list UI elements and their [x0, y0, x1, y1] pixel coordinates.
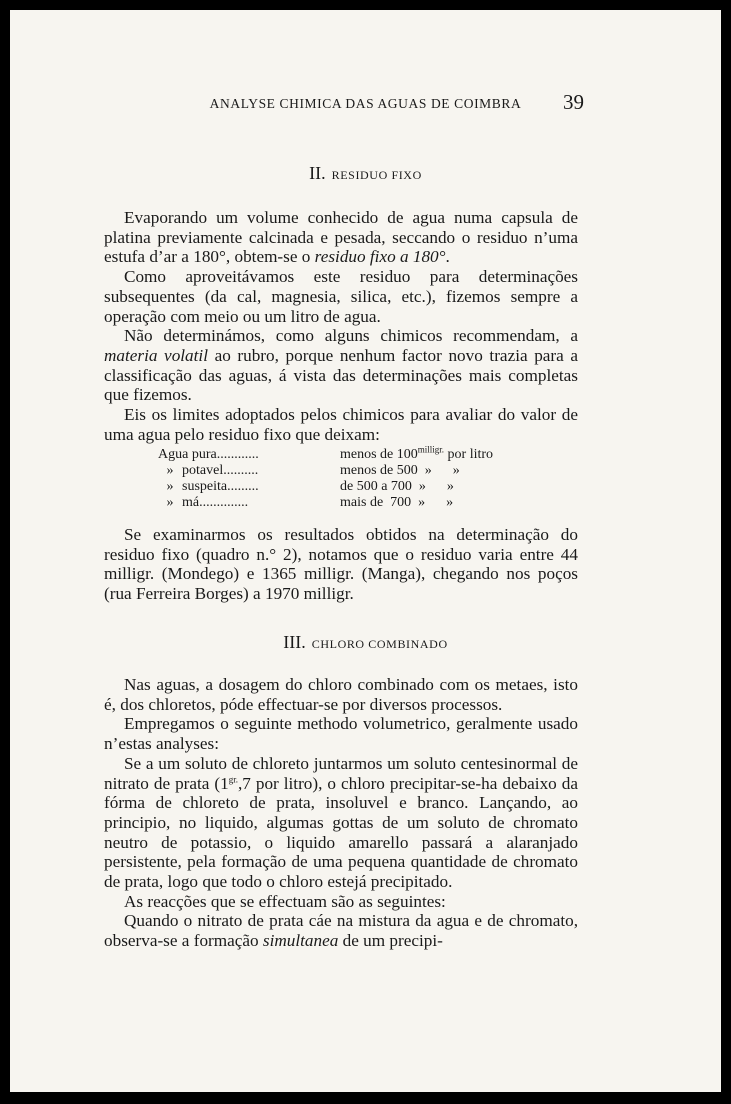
text-run: Empregamos o seguinte methodo volumetrico, geralmente usado n’estas analyses:	[104, 714, 578, 754]
table-row	[158, 463, 588, 479]
label-text: suspeita	[182, 479, 228, 494]
residue-limits-table	[158, 444, 588, 511]
text-run: ao rubro, porque nenhum factor novo trazia para a classificação das aguas, á vista das determinações mais completas que fizemos.	[104, 345, 578, 405]
paragraph	[104, 675, 578, 714]
text-run: Quando o nitrato de prata cáe na mistura da agua e de chromato, observa-se a formação	[104, 911, 578, 951]
section-2-body	[104, 208, 578, 444]
book-page	[10, 10, 721, 1092]
row-label	[158, 447, 336, 463]
section-heading-chloro-combinado	[10, 632, 721, 653]
leader-dots: ..............	[199, 495, 249, 510]
table-row	[158, 479, 588, 495]
page-number: 39	[563, 90, 584, 114]
running-title: ANALYSE CHIMICA DAS AGUAS DE COIMBRA	[209, 96, 522, 111]
value-text: menos de 100	[340, 447, 418, 462]
section-numeral: II.	[309, 163, 326, 183]
leader-dots: ..........	[223, 463, 259, 478]
text-run: Não determinámos, como alguns chimicos recommendam, a	[124, 326, 578, 346]
paragraph	[104, 267, 578, 326]
unit-superscript: milligr.	[417, 444, 445, 455]
text-run: Se a um soluto de chloreto juntarmos um soluto centesinormal de nitrato de prata (1	[104, 753, 578, 793]
paragraph	[104, 326, 578, 405]
leader-dots: ............	[216, 447, 259, 462]
row-label	[158, 463, 336, 479]
section-2-conclusion	[104, 525, 578, 604]
leader-dots: .........	[227, 479, 259, 494]
section-3-body	[104, 675, 578, 951]
italic-term: residuo fixo a 180°	[314, 247, 446, 267]
value-text: mais de 700 » »	[340, 495, 454, 510]
ditto-mark: »	[166, 495, 174, 510]
paragraph	[104, 911, 578, 950]
text-run: Eis os limites adoptados pelos chimicos para avaliar do valor de uma agua pelo residuo fixo que deixam:	[104, 405, 578, 444]
paragraph	[104, 892, 578, 912]
table-row	[158, 444, 588, 463]
section-title: RESIDUO FIXO	[331, 168, 422, 182]
ditto-mark: »	[166, 479, 174, 494]
text-run: Evaporando um volume conhecido de agua numa capsula de platina previamente calcinada e pesada, seccando o residuo n’uma estufa d’ar a 180°, obtem-se o	[104, 208, 578, 267]
italic-term: materia volatil	[104, 345, 208, 365]
row-value	[336, 479, 588, 495]
superscript: gr.	[228, 773, 238, 784]
row-value	[336, 463, 588, 479]
label-text: Agua pura	[158, 447, 217, 462]
paragraph	[104, 754, 578, 892]
text-run: As reacções que se effectuam são as seguintes:	[124, 891, 446, 911]
italic-term: simultanea	[262, 931, 339, 951]
text-run: de um precipi-	[338, 931, 443, 951]
text-run: Nas aguas, a dosagem do chloro combinado com os metaes, isto é, dos chloretos, póde effectuar-se por diversos processos.	[104, 675, 578, 714]
text-run: ,7 por litro), o chloro precipitar-se-ha debaixo da fórma de chloreto de prata, insoluvel e branco. Lançando, ao principio, no liquido, algumas gottas de um soluto de chromato neutro de potassio, o liquido amarello passará a alaranjado persistente, pela formação de uma pequena quantidade de chromato de prata, logo que todo o chloro estejá precipitado.	[104, 773, 578, 892]
row-value	[336, 495, 588, 511]
paragraph	[104, 714, 578, 753]
row-label	[158, 495, 336, 511]
text-run: Como aproveitávamos este residuo para determinações subsequentes (da cal, magnesia, silica, etc.), fizemos sempre a operação com meio ou um litro de agua.	[104, 267, 578, 326]
label-text: má	[182, 495, 200, 510]
text-run: .	[445, 247, 450, 267]
ditto-mark: »	[166, 463, 174, 478]
section-heading-residuo-fixo	[10, 163, 721, 184]
row-label	[158, 479, 336, 495]
section-title: CHLORO COMBINADO	[311, 637, 448, 651]
value-text: de 500 a 700 » »	[340, 479, 454, 494]
label-text: potavel	[182, 463, 224, 478]
text-run: Se examinarmos os resultados obtidos na determinação do residuo fixo (quadro n.° 2), notamos que o residuo varia entre 44 milligr. (Mondego) e 1365 milligr. (Manga), chegando nos poços (rua Ferreira Borges) a 1970 milligr.	[104, 525, 578, 604]
paragraph	[104, 405, 578, 444]
paragraph	[104, 525, 578, 604]
section-numeral: III.	[283, 632, 306, 652]
paragraph	[104, 208, 578, 267]
table-row	[158, 495, 588, 511]
row-value	[336, 444, 588, 463]
value-suffix: por litro	[444, 447, 494, 462]
value-text: menos de 500 » »	[340, 463, 460, 478]
